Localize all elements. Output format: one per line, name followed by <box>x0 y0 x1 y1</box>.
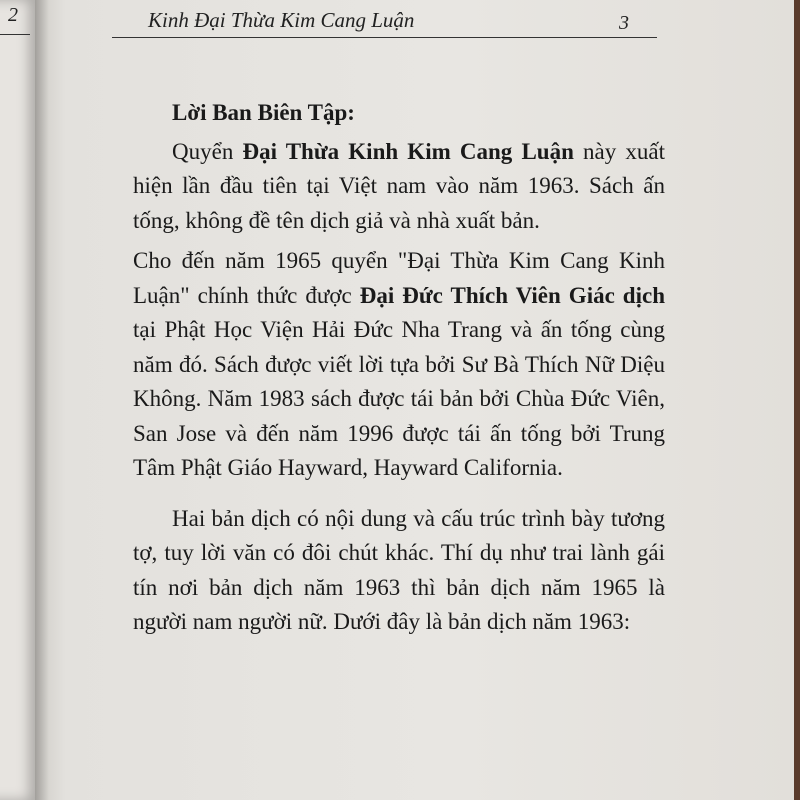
page-body <box>133 96 665 640</box>
paragraph-2-pre: Cho đến năm 1965 quyển "Đại Thừa Kim Cang Kinh Luận" chính thức được <box>133 248 665 308</box>
book-cover-edge <box>794 0 800 800</box>
paragraph-2 <box>133 244 665 486</box>
left-page-edge <box>0 0 35 800</box>
page-number: 3 <box>619 12 629 34</box>
translator-bold: Đại Đức Thích Viên Giác dịch <box>359 282 665 308</box>
header-rule <box>112 37 657 38</box>
paragraph-1-post: này xuất hiện lần đầu tiên tại Việt nam vào năm 1963. Sách ấn tống, không đề tên dịch giả và nhà xuất bản. <box>133 138 665 233</box>
running-title: Kinh Đại Thừa Kim Cang Luận <box>148 8 415 32</box>
left-page-number: 2 <box>8 4 18 26</box>
left-header-rule <box>0 34 30 35</box>
paragraph-3: Hai bản dịch có nội dung và cấu trúc trình bày tương tợ, tuy lời văn có đôi chút khác. Thí dụ như trai lành gái tín nơi bản dịch năm 1963 thì bản dịch năm 1965 là người nam người nữ. Dưới đây là bản dịch năm 1963: <box>133 505 665 634</box>
section-heading: Lời Ban Biên Tập: <box>172 100 355 125</box>
gutter-shadow <box>35 0 49 800</box>
paragraph-2-post: tại Phật Học Viện Hải Đức Nha Trang và ấn tống cùng năm đó. Sách được viết lời tựa bởi Sư Bà Thích Nữ Diệu Không. Năm 1983 sách được tái bản bởi Chùa Đức Viên, San Jose và đến năm 1996 được tái ấn tống bởi Trung Tâm Phật Giáo Hayward, Hayward California. <box>133 317 665 480</box>
book-title-bold: Đại Thừa Kinh Kim Cang Luận <box>242 138 574 164</box>
paragraph-1-pre: Quyển <box>172 138 243 164</box>
paragraph-1 <box>133 135 665 239</box>
running-header <box>148 6 653 34</box>
